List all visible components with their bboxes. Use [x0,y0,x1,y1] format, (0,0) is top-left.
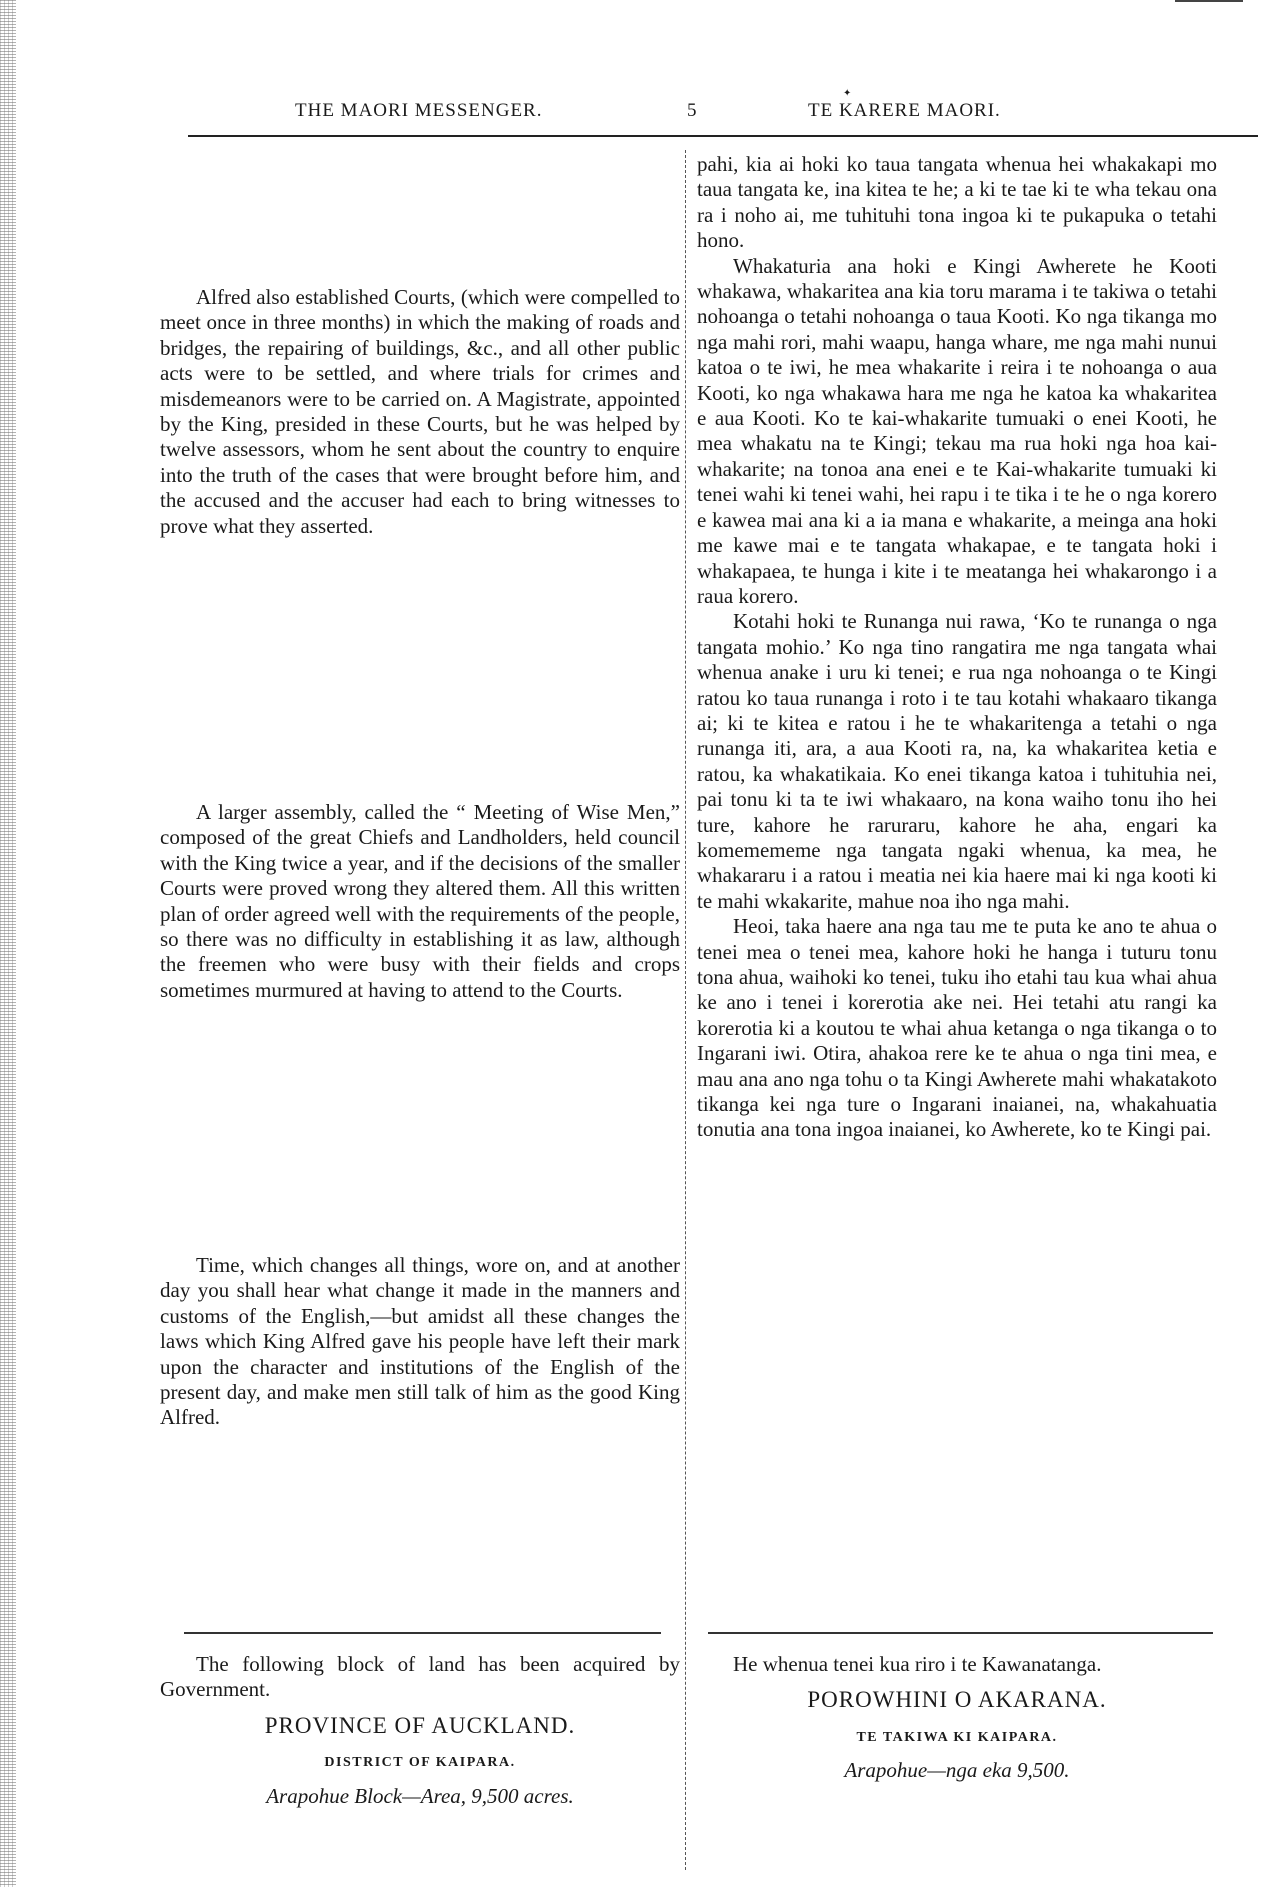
notice-intro: The following block of land has been acquired by Government. [160,1652,680,1702]
english-paragraph-3 [160,1253,680,1431]
notice-province: POROWHINI O AKARANA. [807,1687,1107,1713]
title-maori: TE KARERE MAORI. [808,100,1001,121]
page-header [0,88,1280,140]
notice-english [160,1652,680,1809]
maori-column [697,152,1217,1143]
page-number: 5 [687,100,698,121]
maori-paragraph-3: Kotahi hoki te Runanga nui rawa, ‘Ko te runanga o nga tangata mohio.’ Ko nga tino rangatira me nga tangata whai whenua anake i uru ki tenei; e rua nga nohoanga o te Kingi ratou ko taua runanga i roto i te tau kotahi whakaaro tikanga ai; ki te kitea e ratou i he te whakaritenga a tetahi o nga runanga iti, ara, a aua Kooti ra, na, ka whakaritea ketia e ratou, ka whakatikaia. Ko enei tikanga katoa i tuhituhia nei, pai tonu ki ta te iwi whakaaro, na kona waiho tonu iho hei ture, kahore he raruraru, kahore he aha, engari ka komemememe nga tangata ngaki whenua, ka mea, he whakararu i a ratou i meatia nei kia haere mai ki nga kooti ki te mahi wkakarite, mahue noa iho nga mahi. [697,609,1217,913]
notice-district: TE TAKIWA KI KAIPARA. [856,1729,1058,1745]
paragraph-text: Alfred also established Courts, (which were compelled to meet once in three months) in which the making of roads and bridges, the repairing of buildings, &c., and all other public acts were to be settled, and where trials for crimes and misdemeanors were to be carried on. A Magistrate, appointed by the King, presided in these Courts, but he was helped by twelve assessors, whom he sent about the country to enquire into the truth of the cases that were brought before him, and the accused and the accuser had each to bring witnesses to prove what they asserted. [160,285,680,538]
english-paragraph-1 [160,285,680,539]
paragraph-text: A larger assembly, called the “ Meeting of Wise Men,” composed of the great Chiefs and Landholders, held council with the King twice a year, and if the decisions of the smaller Courts were proved wrong they altered them. All this written plan of order agreed well with the requirements of the people, so there was no difficulty in establishing it as law, although the freemen who were busy with their fields and crops sometimes murmured at having to attend to the Courts. [160,800,680,1002]
column-divider [685,150,686,1870]
maori-paragraph-4: Heoi, taka haere ana nga tau me te puta ke ano te ahua o tenei mea o tenei mea, kahore hoki he hanga i tuturu tonu tona ahua, waihoki ko tenei, tuku iho etahi tau kua whai ahua ke ano i tenei i korerotia ake nei. Hei tetahi atu rangi ka korerotia ki a koutou te whai ahua ketanga o nga tikanga o to Ingarani iwi. Otira, ahakoa rere ke te ahua o nga tini mea, e mau ana ano nga tohu o ta Kingi Awherete mahi whakatakoto tikanga kei nga ture o Ingarani inaianei, na, whakahuatia tonutia ana tona ingoa inaianei, ko Awherete, ko te Kingi pai. [697,914,1217,1142]
notice-province: PROVINCE OF AUCKLAND. [264,1712,576,1738]
notice-area: Arapohue—nga eka 9,500. [844,1758,1070,1783]
paragraph-text: Time, which changes all things, wore on, and at another day you shall hear what change it made in the manners and customs of the English,—but amidst all these changes the laws which King Alfred gave his people have left their mark upon the character and institutions of the English of the present day, and make men still talk of him as the good King Alfred. [160,1253,680,1430]
notice-rule-english [184,1632,661,1634]
maori-paragraph-2: Whakaturia ana hoki e Kingi Awherete he Kooti whakawa, whakaritea ana kia toru marama i te takiwa o tetahi nohoanga o tetahi nohoanga o taua Kooti. Ko nga tikanga mo nga mahi rori, mahi waapu, hanga whare, me nga mahi nunui katoa o te iwi, he mea whakarite i reira i te nohoanga o aua Kooti, ko nga whakawa hara me nga he katoa ka whakaritea e aua Kooti. Ko te kai-whakarite tumuaki o enei Kooti, he mea whakatu na te Kingi; tekau ma rua hoki nga hoa kai-whakarite; na tonoa ana enei e te Kai-whakarite tumuaki ki tenei wahi ki tenei wahi, hei rapu i te tika i te he o nga korero e kawea mai ana ki a ia mana e whakarite, a meinga ana hoki me kawe mai e te tangata whakapae, e te tangata hoki i whakapaea, te hunga i kite i te meatanga hei whakarongo i a raua korero. [697,253,1217,608]
notice-area: Arapohue Block—Area, 9,500 acres. [266,1783,574,1808]
header-rule [188,135,1258,137]
notice-district: DISTRICT OF KAIPARA. [324,1755,516,1771]
maori-paragraph-1: pahi, kia ai hoki ko taua tangata whenua hei whakakapi mo taua tangata ke, ina kitea te he; a ki te tae ki te wha tekau ona ra i noho ai, me tuhituhi tona ingoa ki te pukapuka o tetahi hono. [697,152,1217,253]
scan-top-rule [1175,0,1243,2]
title-english: THE MAORI MESSENGER. [295,100,543,121]
notice-intro: He whenua tenei kua riro i te Kawanatanga. [733,1652,1102,1676]
notice-maori [697,1652,1217,1784]
notice-rule-maori [708,1632,1213,1634]
scan-edge-artifact [0,0,16,1887]
ornament-icon: ✦ [843,88,853,99]
english-paragraph-2 [160,800,680,1003]
